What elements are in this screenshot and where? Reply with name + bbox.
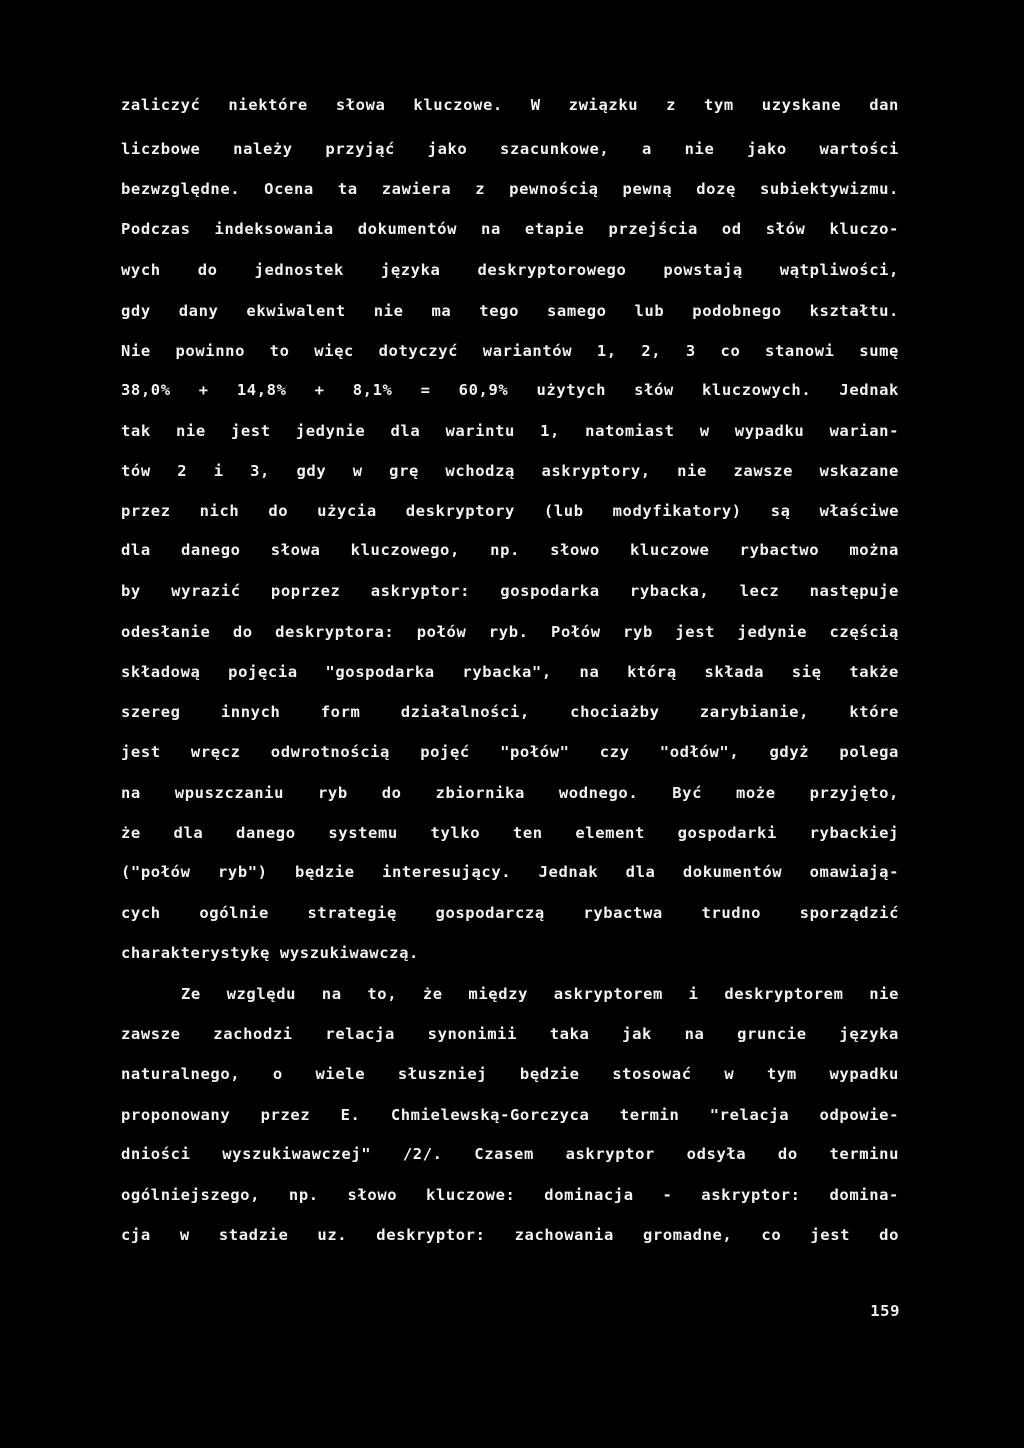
- text-line: tów 2 i 3, gdy w grę wchodzą askryptory, nie zawsze wskazane: [121, 462, 899, 480]
- text-line: ogólniejszego, np. słowo kluczowe: dominacja - askryptor: domina-: [121, 1186, 899, 1204]
- text-line: Ze względu na to, że między askryptorem i deskryptorem nie: [181, 985, 899, 1003]
- text-line: szereg innych form działalności, chociażby zarybianie, które: [121, 703, 899, 721]
- text-line: na wpuszczaniu ryb do zbiornika wodnego. Być może przyjęto,: [121, 784, 899, 802]
- text-line: gdy dany ekwiwalent nie ma tego samego lub podobnego kształtu.: [121, 302, 899, 320]
- text-line: Nie powinno to więc dotyczyć wariantów 1, 2, 3 co stanowi sumę: [121, 342, 899, 360]
- text-line: charakterystykę wyszukiwawczą.: [121, 944, 419, 962]
- text-line: tak nie jest jedynie dla warintu 1, natomiast w wypadku warian-: [121, 422, 899, 440]
- text-line: zawsze zachodzi relacja synonimii taka jak na gruncie języka: [121, 1025, 899, 1043]
- page-number: 159: [870, 1302, 900, 1320]
- text-line: przez nich do użycia deskryptory (lub modyfikatory) są właściwe: [121, 502, 899, 520]
- text-line: składową pojęcia "gospodarka rybacka", na którą składa się także: [121, 663, 899, 681]
- text-line: Podczas indeksowania dokumentów na etapie przejścia od słów kluczo-: [121, 220, 899, 238]
- text-line: 38,0% + 14,8% + 8,1% = 60,9% użytych słów kluczowych. Jednak: [121, 381, 899, 399]
- text-line: wych do jednostek języka deskryptorowego powstają wątpliwości,: [121, 261, 899, 279]
- text-line: zaliczyć niektóre słowa kluczowe. W związku z tym uzyskane dan: [121, 96, 899, 114]
- text-line: liczbowe należy przyjąć jako szacunkowe, a nie jako wartości: [121, 140, 899, 158]
- text-line: że dla danego systemu tylko ten element gospodarki rybackiej: [121, 824, 899, 842]
- text-line: bezwzględne. Ocena ta zawiera z pewnością pewną dozę subiektywizmu.: [121, 180, 899, 198]
- text-line: cja w stadzie uz. deskryptor: zachowania gromadne, co jest do: [121, 1226, 899, 1244]
- text-line: cych ogólnie strategię gospodarczą rybactwa trudno sporządzić: [121, 904, 899, 922]
- text-line: ("połów ryb") będzie interesujący. Jednak dla dokumentów omawiają-: [121, 863, 899, 881]
- text-line: dla danego słowa kluczowego, np. słowo kluczowe rybactwo można: [121, 541, 899, 559]
- text-line: jest wręcz odwrotnością pojęć "połów" czy "odłów", gdyż polega: [121, 743, 899, 761]
- text-line: by wyrazić poprzez askryptor: gospodarka rybacka, lecz następuje: [121, 582, 899, 600]
- text-line: odesłanie do deskryptora: połów ryb. Połów ryb jest jedynie częścią: [121, 623, 899, 641]
- text-line: proponowany przez E. Chmielewską-Gorczyca termin "relacja odpowie-: [121, 1106, 899, 1124]
- text-line: dniości wyszukiwawczej" /2/. Czasem askryptor odsyła do terminu: [121, 1145, 899, 1163]
- text-line: naturalnego, o wiele słuszniej będzie stosować w tym wypadku: [121, 1065, 899, 1083]
